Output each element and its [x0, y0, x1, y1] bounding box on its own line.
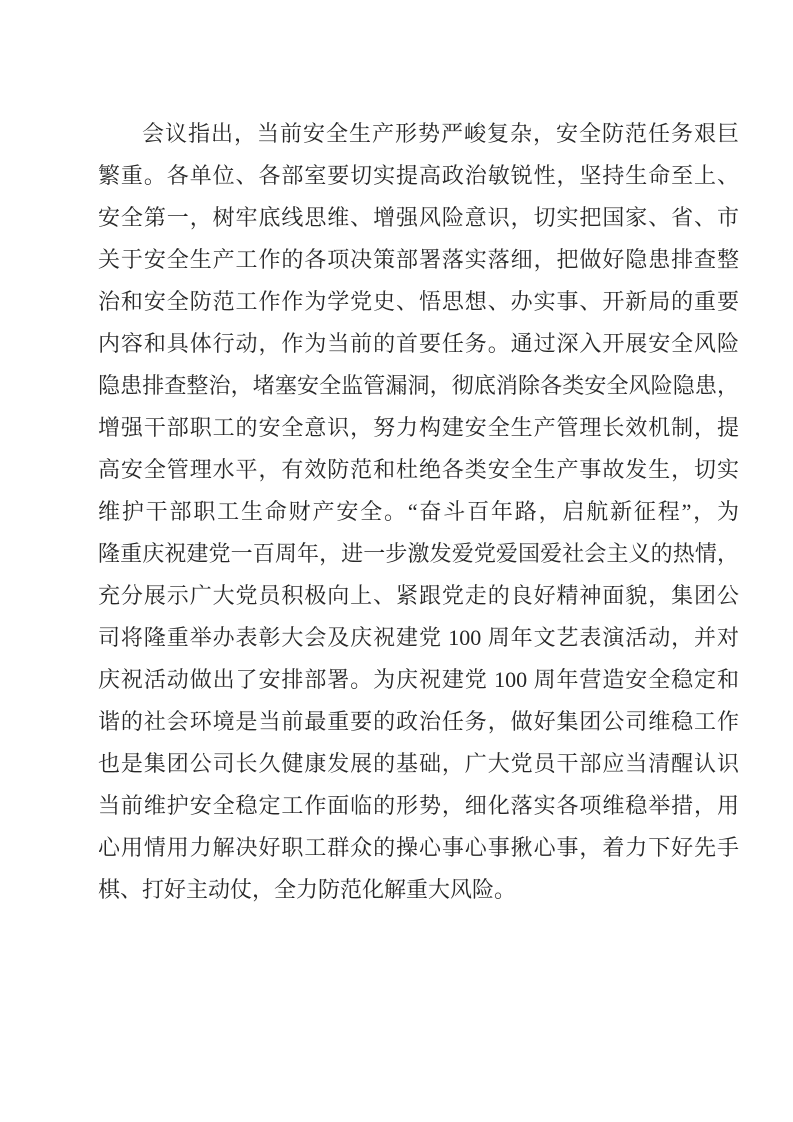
paragraph-line: 心用情用力解决好职工群众的操心事心事揪心事，着力下好先手: [98, 835, 739, 860]
paragraph-line: 会议指出，当前安全生产形势严峻复杂，安全防范任务艰巨: [142, 121, 739, 146]
paragraph-line: 关于安全生产工作的各项决策部署落实落细，把做好隐患排查整: [98, 247, 739, 272]
paragraph-line: 维护干部职工生命财产安全。“奋斗百年路，启航新征程”，为: [98, 499, 739, 524]
paragraph-line: 谐的社会环境是当前最重要的政治任务，做好集团公司维稳工作: [98, 709, 739, 734]
paragraph-line: 安全第一，树牢底线思维、增强风险意识，切实把国家、省、市: [98, 205, 739, 230]
paragraph-line: 繁重。各单位、各部室要切实提高政治敏锐性，坚持生命至上、: [98, 163, 739, 188]
paragraph-line: 隆重庆祝建党一百周年，进一步激发爱党爱国爱社会主义的热情，: [98, 541, 739, 566]
paragraph-line: 当前维护安全稳定工作面临的形势，细化落实各项维稳举措，用: [98, 793, 739, 818]
paragraph-line: 增强干部职工的安全意识，努力构建安全生产管理长效机制，提: [98, 415, 739, 440]
paragraph-line: 棋、打好主动仗，全力防范化解重大风险。: [98, 877, 517, 902]
paragraph-line: 庆祝活动做出了安排部署。为庆祝建党 100 周年营造安全稳定和: [98, 667, 739, 692]
paragraph-line: 隐患排查整治，堵塞安全监管漏洞，彻底消除各类安全风险隐患，: [98, 373, 739, 398]
body-paragraph: [98, 113, 739, 911]
paragraph-line: 高安全管理水平，有效防范和杜绝各类安全生产事故发生，切实: [98, 457, 739, 482]
paragraph-line: 治和安全防范工作作为学党史、悟思想、办实事、开新局的重要: [98, 289, 739, 314]
paragraph-line: 充分展示广大党员积极向上、紧跟党走的良好精神面貌，集团公: [98, 583, 739, 608]
paragraph-line: 也是集团公司长久健康发展的基础，广大党员干部应当清醒认识: [98, 751, 739, 776]
paragraph-line: 司将隆重举办表彰大会及庆祝建党 100 周年文艺表演活动，并对: [98, 625, 739, 650]
paragraph-line: 内容和具体行动，作为当前的首要任务。通过深入开展安全风险: [98, 331, 739, 356]
